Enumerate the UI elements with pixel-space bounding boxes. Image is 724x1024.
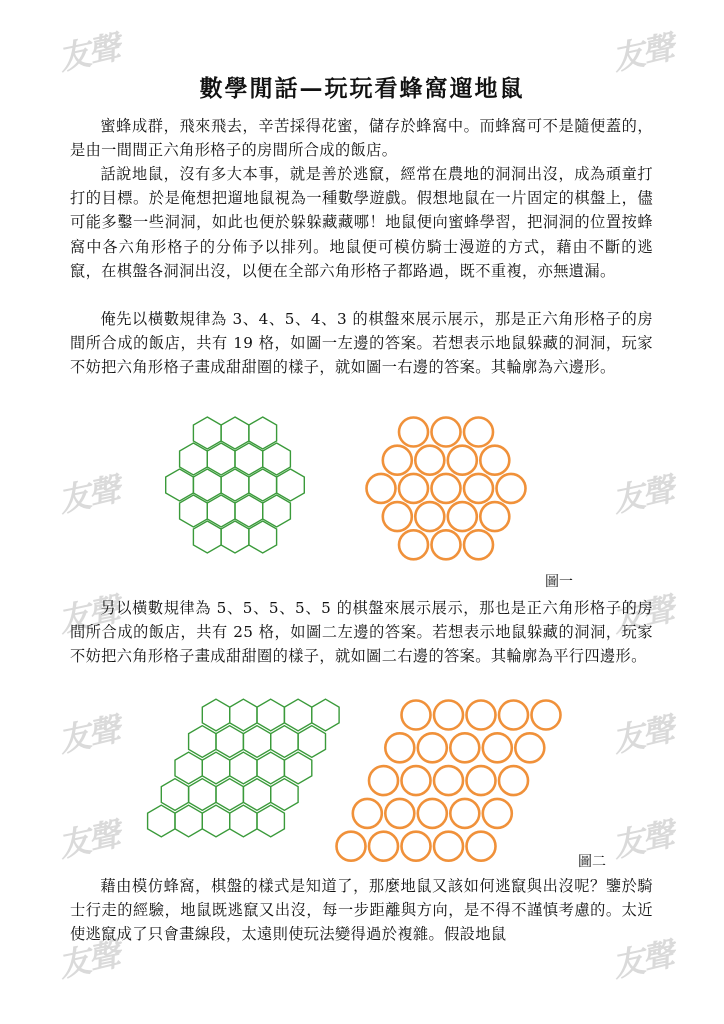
watermark: 友聲 [55,470,122,520]
paragraph: 另以橫數規律為 5、5、5、5、5 的棋盤來展示展示，那也是正六角形格子的房間所合成的飯店，共有 25 格，如圖二左邊的答案。若想表示地鼠躲藏的洞洞，玩家不妨把六角形格子畫成甜甜圈的樣子，就如圖二右邊的答案。其輪廓為平行四邊形。 [70,599,653,666]
watermark: 友聲 [609,470,676,520]
hexagon-cell [257,699,284,731]
donut-cell [434,766,463,795]
watermark: 友聲 [55,815,122,865]
watermark: 友聲 [55,590,122,640]
hexagon-cell [230,752,257,784]
watermark: 友聲 [609,590,676,640]
donut-cell [402,832,431,861]
donut-cell [369,766,398,795]
hexagon-cell [230,699,257,731]
hexagon-cell [312,699,339,731]
donut-cell [483,799,512,828]
donut-cell [483,733,512,762]
hexagon-cell [284,699,311,731]
watermark: 友聲 [55,710,122,760]
donut-cell [450,799,479,828]
hexagon-cell [243,726,270,758]
donut-cell [499,766,528,795]
donut-cell [385,799,414,828]
hexagon-cell [175,752,202,784]
donut-cell [337,832,366,861]
watermark: 友聲 [55,28,122,78]
hexagon-cell [189,726,216,758]
hexagon-cell [230,805,257,837]
hexagon-cell [189,779,216,811]
hexagon-cell [243,779,270,811]
donut-cell [499,701,528,730]
page-title: 數學閒話—玩玩看蜂窩遛地鼠 [199,75,525,102]
hexagon-cell [271,779,298,811]
watermark: 友聲 [55,935,122,985]
watermark: 友聲 [609,815,676,865]
donut-cell [369,832,398,861]
hexagon-cell [284,752,311,784]
hexagon-cell [298,726,325,758]
paragraph: 話說地鼠，沒有多大本事，就是善於逃竄，經常在農地的洞洞出沒，成為頑童打打的目標。於是俺想把遛地鼠視為一種數學遊戲。假想地鼠在一片固定的棋盤上，儘可能多鑿一些洞洞，如此也便於躲躲藏藏哪！地鼠便向蜜蜂學習，把洞洞的位置按蜂窩中各六角形格子的分佈予以排列。地鼠便可模仿騎士漫遊的方式，藉由不斷的逃竄，在棋盤各洞洞出沒，以便在全部六角形格子都路過，既不重複，亦無遺漏。 [70,165,653,280]
figure-2-caption: 圖二 [578,854,606,870]
hexagon-cell [257,752,284,784]
donut-cell [467,701,496,730]
hexagon-cell [202,699,229,731]
donut-cell [467,766,496,795]
donut-cell [434,701,463,730]
donut-cell [467,832,496,861]
hexagon-cell [161,779,188,811]
paragraph: 俺先以橫數規律為 3、4、5、4、3 的棋盤來展示展示，那是正六角形格子的房間所合成的飯店，共有 19 格，如圖一左邊的答案。若想表示地鼠躲藏的洞洞，玩家不妨把六角形格子畫成甜甜圈的樣子，就如圖一右邊的答案。其輪廓為六邊形。 [70,310,653,377]
hexagon-cell [202,752,229,784]
donut-cell [418,733,447,762]
donut-cell [402,701,431,730]
paragraph: 蜜蜂成群，飛來飛去，辛苦採得花蜜，儲存於蜂窩中。而蜂窩可不是隨便蓋的，是由一間間正六角形格子的房間所合成的飯店。 [70,117,653,160]
donut-cell [353,799,382,828]
donut-cell [515,733,544,762]
hexagon-cell [257,805,284,837]
donut-cell [402,766,431,795]
donut-cell [434,832,463,861]
hexagon-cell [216,779,243,811]
figure-1-caption: 圖一 [545,574,573,590]
donut-cell [532,701,561,730]
watermark: 友聲 [609,28,676,78]
watermark: 友聲 [609,935,676,985]
hexagon-cell [271,726,298,758]
donut-cell [418,799,447,828]
hexagon-cell [216,726,243,758]
hexagon-cell [148,805,175,837]
donut-cell [385,733,414,762]
hexagon-cell [202,805,229,837]
watermark: 友聲 [609,710,676,760]
paragraph: 藉由模仿蜂窩，棋盤的樣式是知道了，那麼地鼠又該如何逃竄與出沒呢？鑒於騎士行走的經驗，地鼠既逃竄又出沒，每一步距離與方向，是不得不謹慎考慮的。太近使逃竄成了只會畫線段，太遠則使玩法變得過於複雜。假設地鼠 [70,877,653,944]
donut-cell [450,733,479,762]
hexagon-cell [175,805,202,837]
